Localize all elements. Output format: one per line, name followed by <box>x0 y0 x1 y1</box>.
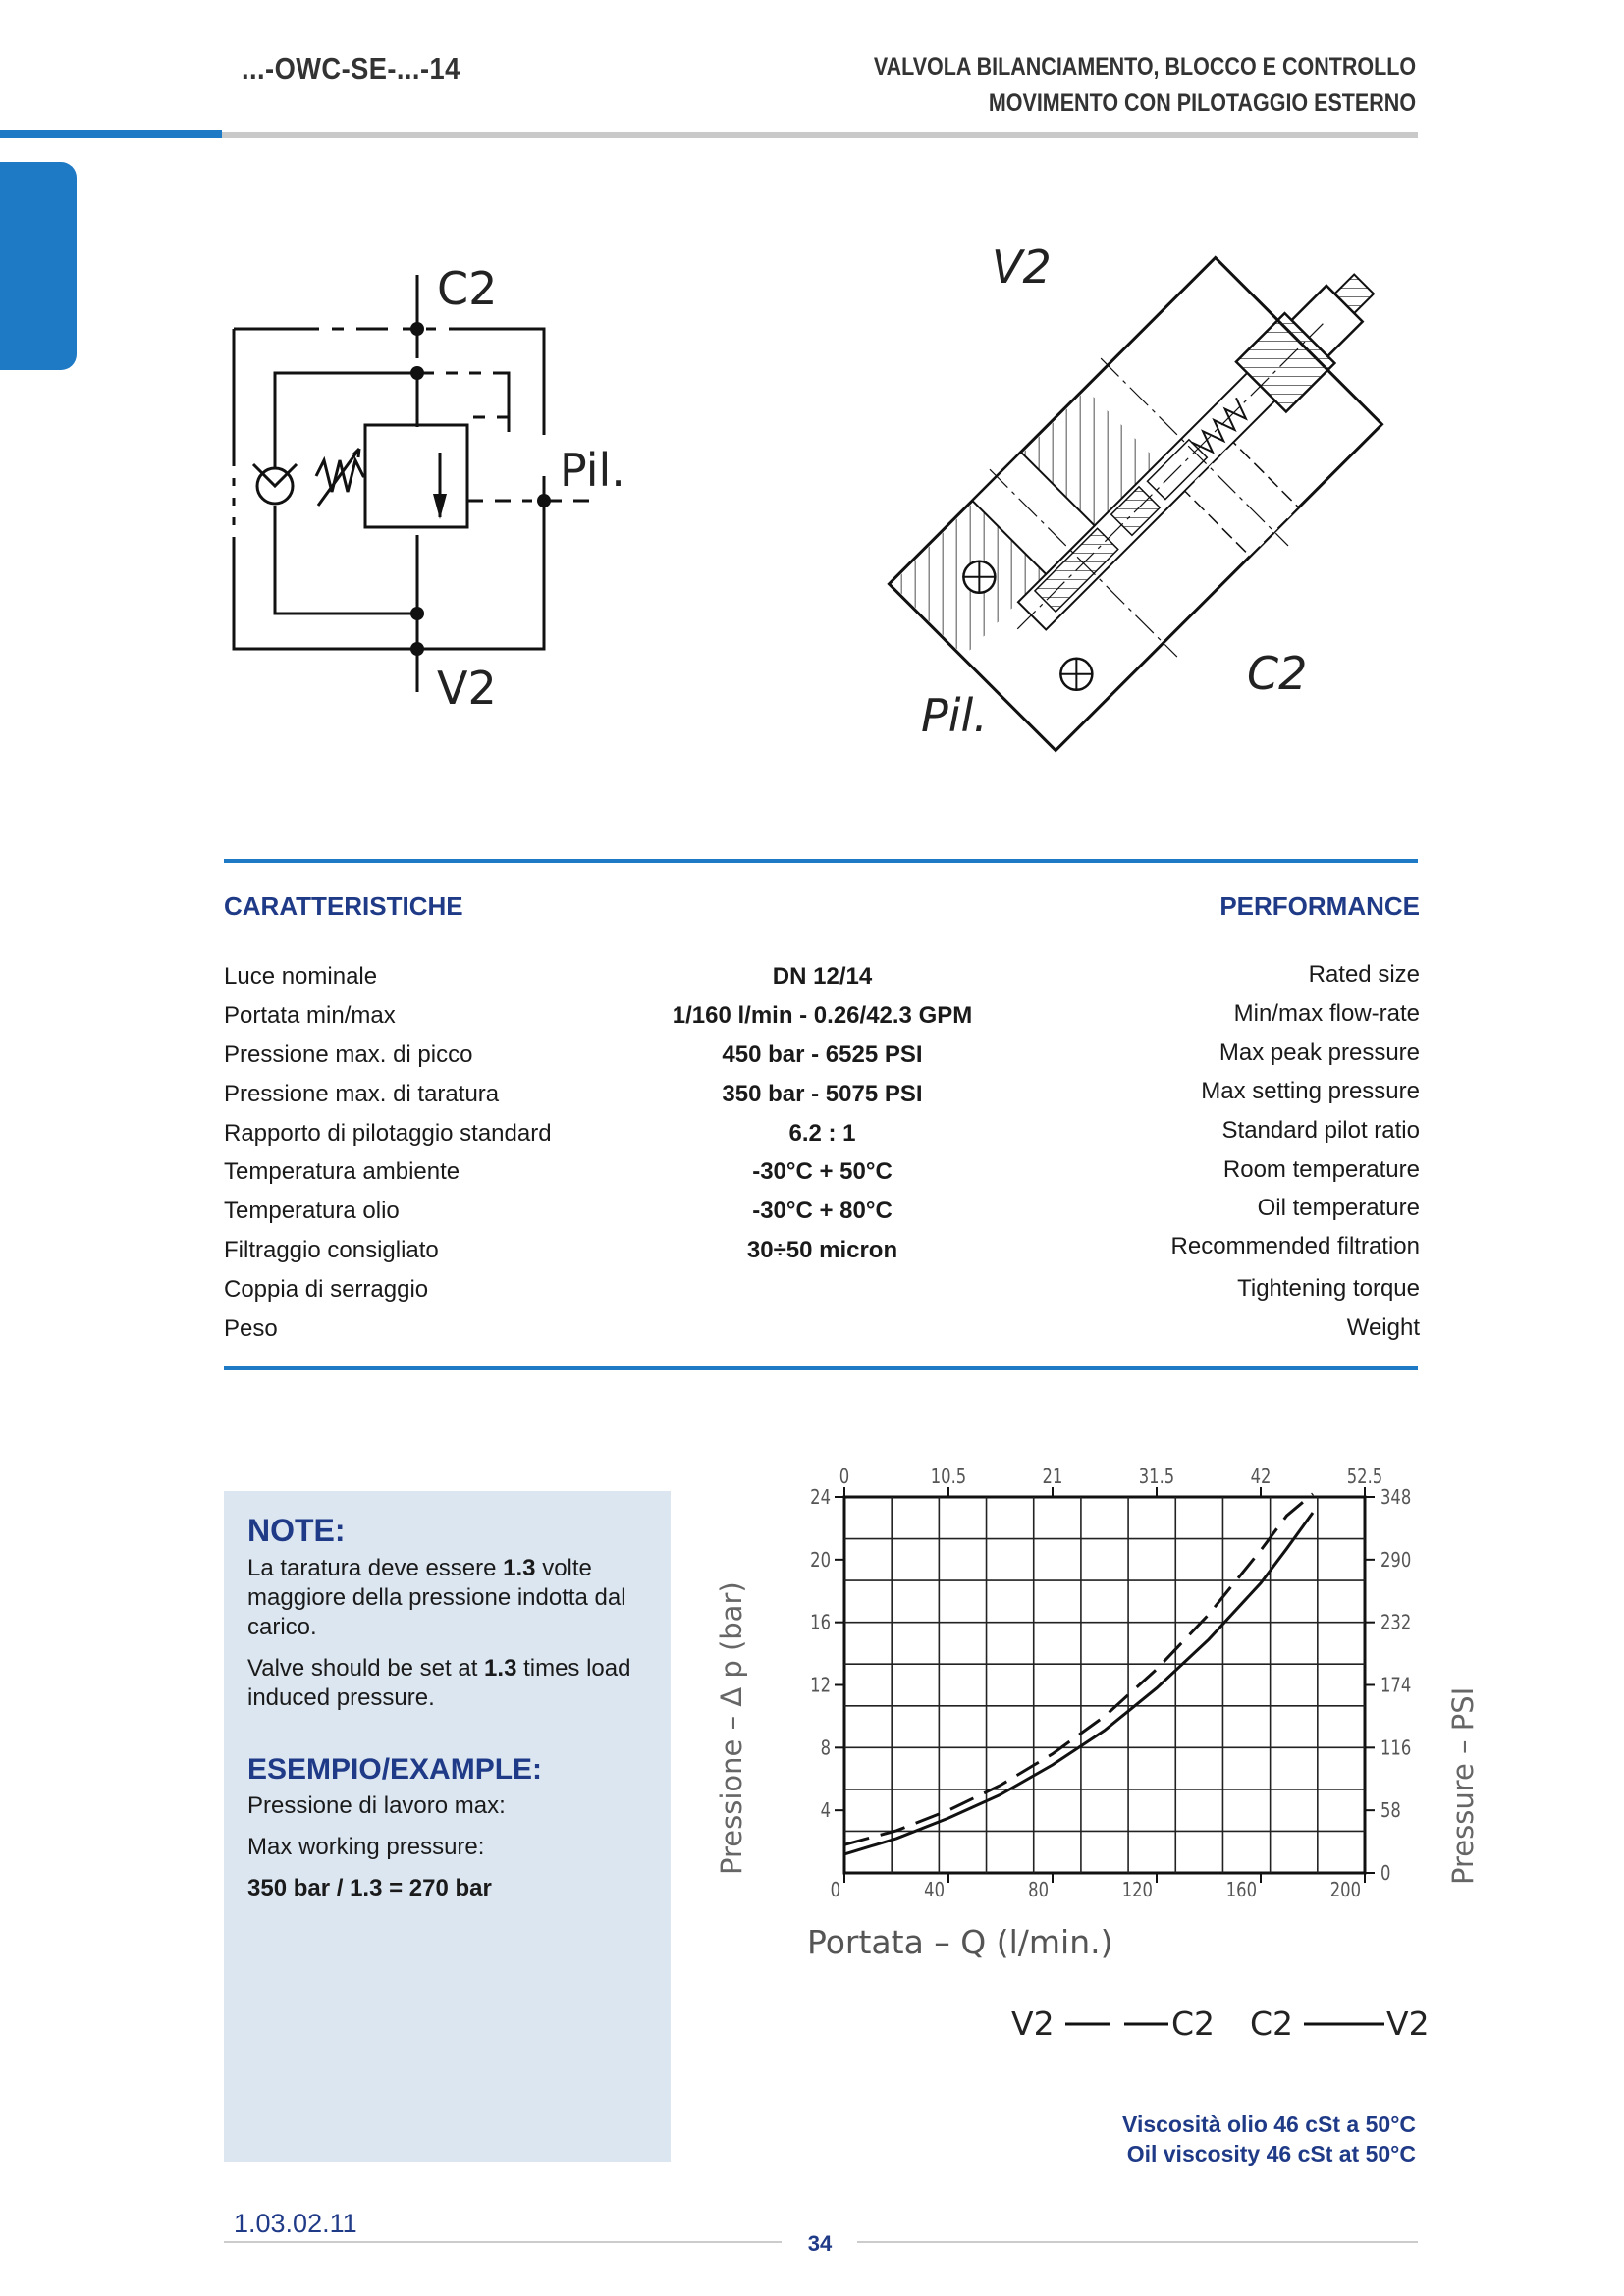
x-tick-label-bottom: 120 <box>1121 1879 1153 1902</box>
product-code: ...-OWC-SE-...-14 <box>242 51 460 85</box>
series-line-v2-c2 <box>844 1494 1313 1845</box>
note-text-en: Valve should be set at 1.3 times load induced pressure. <box>247 1655 631 1711</box>
y-tick-label-left: 20 <box>810 1549 831 1573</box>
series-line-c2-v2 <box>844 1513 1313 1854</box>
chart-legend <box>1011 2004 1430 2043</box>
spec-value: -30°C + 80°C <box>752 1198 893 1224</box>
spec-label-it: Peso <box>224 1315 278 1342</box>
legend-dashed-left: V2 <box>1011 2004 1055 2043</box>
spec-value: 6.2 : 1 <box>788 1120 856 1147</box>
specs-bottom-rule <box>224 1366 1418 1370</box>
example-calculation: 350 bar / 1.3 = 270 bar <box>247 1875 492 1901</box>
y-tick-label-right: 58 <box>1380 1799 1401 1823</box>
y-tick-label-right: 116 <box>1380 1736 1412 1760</box>
spec-label-it: Temperatura olio <box>224 1198 400 1224</box>
x-axis-ticks-top <box>839 1467 1382 1497</box>
footer-rule-right <box>857 2241 1418 2243</box>
y-tick-label-right: 174 <box>1380 1675 1412 1697</box>
spec-value: -30°C + 50°C <box>752 1158 893 1185</box>
x-tick-label-top: 52.5 <box>1346 1466 1383 1489</box>
legend-solid-left: C2 <box>1250 2004 1294 2043</box>
spec-label-en: Standard pilot ratio <box>1221 1117 1420 1144</box>
spec-label-it: Pressione max. di taratura <box>224 1081 500 1107</box>
chart-grid <box>844 1497 1365 1873</box>
x-tick-label-top: 10.5 <box>930 1466 967 1489</box>
note-text-it: La taratura deve essere 1.3 volte maggiore della pressione indotta dal carico. <box>247 1555 626 1640</box>
x-tick-label-bottom: 200 <box>1329 1879 1361 1902</box>
page-number: 34 <box>807 2231 833 2256</box>
spec-value: 30÷50 micron <box>746 1237 898 1263</box>
footer-rule-left <box>224 2241 782 2243</box>
section-label-pilot: Pil. <box>921 689 988 742</box>
section-side-tab <box>0 162 77 370</box>
y-tick-label-right: 232 <box>1380 1612 1412 1635</box>
spec-label-en: Min/max flow-rate <box>1233 1000 1420 1027</box>
y-tick-label-right: 290 <box>1380 1549 1412 1573</box>
specs-top-rule <box>224 859 1418 863</box>
x-tick-label-top: 0 <box>839 1466 850 1489</box>
y-tick-label-right: 348 <box>1380 1486 1412 1510</box>
header-accent-bar <box>0 130 222 138</box>
chart-series <box>844 1494 1313 1854</box>
product-title-line2: MOVIMENTO CON PILOTAGGIO ESTERNO <box>988 89 1416 117</box>
spec-label-it: Pressione max. di picco <box>224 1041 473 1068</box>
spec-value: 450 bar - 6525 PSI <box>722 1041 923 1068</box>
spec-label-en: Max setting pressure <box>1201 1078 1420 1104</box>
spec-value: DN 12/14 <box>772 963 873 989</box>
spec-label-en: Tightening torque <box>1237 1275 1420 1302</box>
spec-label-it: Portata min/max <box>224 1002 396 1029</box>
x-tick-label-bottom: 0 <box>830 1879 840 1902</box>
spec-label-en: Room temperature <box>1222 1156 1420 1183</box>
specs-title-it: CARATTERISTICHE <box>224 891 463 921</box>
spec-label-en: Weight <box>1346 1314 1420 1341</box>
y-tick-label-left: 8 <box>820 1736 831 1760</box>
y-axis-ticks-right <box>1365 1487 1411 1886</box>
example-line-it: Pressione di lavoro max: <box>247 1792 506 1819</box>
schematic-label-c2: C2 <box>437 262 498 315</box>
valve-section-drawing <box>844 206 1434 795</box>
x-tick-label-top: 31.5 <box>1138 1466 1175 1489</box>
product-title-line1: VALVOLA BILANCIAMENTO, BLOCCO E CONTROLLO <box>873 53 1416 80</box>
document-number: 1.03.02.11 <box>234 2209 357 2238</box>
spec-value: 350 bar - 5075 PSI <box>722 1081 923 1107</box>
spec-label-en: Recommended filtration <box>1170 1233 1420 1259</box>
spec-label-it: Filtraggio consigliato <box>224 1237 439 1263</box>
y-tick-label-right: 0 <box>1380 1862 1391 1886</box>
x-tick-label-top: 21 <box>1042 1466 1063 1489</box>
y-tick-label-left: 4 <box>820 1799 831 1823</box>
spec-label-en: Max peak pressure <box>1218 1040 1420 1066</box>
spec-label-en: Rated size <box>1308 961 1420 988</box>
example-title: ESEMPIO/EXAMPLE: <box>247 1753 543 1786</box>
y-tick-label-left: 16 <box>810 1612 831 1635</box>
spec-label-it: Temperatura ambiente <box>224 1158 460 1185</box>
plot-frame <box>844 1497 1365 1873</box>
spec-label-en: Oil temperature <box>1257 1195 1420 1221</box>
x-tick-label-bottom: 80 <box>1028 1879 1049 1902</box>
hydraulic-schematic <box>216 250 648 721</box>
schematic-label-pilot: Pil. <box>560 444 625 497</box>
specs-title-en: PERFORMANCE <box>1219 891 1420 921</box>
spec-label-it: Luce nominale <box>224 963 378 989</box>
viscosity-note-en: Oil viscosity 46 cSt at 50°C <box>1126 2141 1416 2166</box>
x-tick-label-bottom: 160 <box>1225 1879 1257 1902</box>
y-axis-label-left: Pressione – Δ p (bar) <box>715 1581 748 1875</box>
x-tick-label-bottom: 40 <box>924 1879 945 1902</box>
x-axis-label: Portata – Q (l/min.) <box>807 1923 1113 1961</box>
note-title: NOTE: <box>247 1513 346 1548</box>
section-label-v2: V2 <box>992 240 1052 294</box>
pressure-drop-chart <box>687 1443 1480 2071</box>
legend-dashed-right: C2 <box>1171 2004 1216 2043</box>
spec-label-it: Rapporto di pilotaggio standard <box>224 1120 552 1147</box>
y-axis-label-right: Pressure – PSI <box>1446 1686 1480 1885</box>
x-tick-label-top: 42 <box>1250 1466 1272 1489</box>
y-tick-label-left: 24 <box>810 1486 831 1510</box>
section-label-c2: C2 <box>1247 647 1308 700</box>
schematic-label-v2: V2 <box>437 662 497 715</box>
example-line-en: Max working pressure: <box>247 1834 485 1860</box>
x-axis-ticks-bottom <box>831 1873 1365 1901</box>
y-tick-label-left: 12 <box>810 1675 831 1697</box>
y-axis-ticks-left <box>810 1487 844 1823</box>
spec-value: 1/160 l/min - 0.26/42.3 GPM <box>672 1002 973 1029</box>
viscosity-note-it: Viscosità olio 46 cSt a 50°C <box>1122 2111 1416 2137</box>
header-rule <box>222 132 1418 138</box>
legend-solid-right: V2 <box>1386 2004 1430 2043</box>
spec-label-it: Coppia di serraggio <box>224 1276 429 1303</box>
